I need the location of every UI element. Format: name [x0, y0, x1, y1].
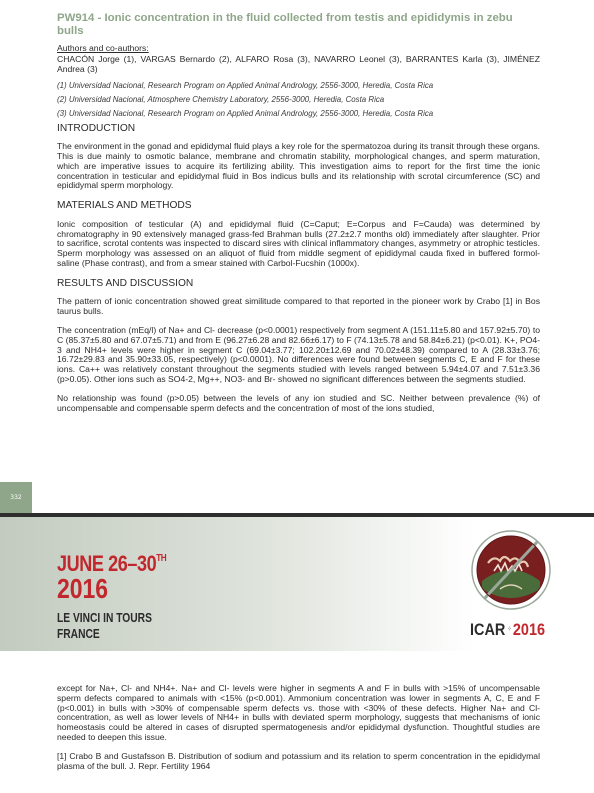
- banner-venue: LE VINCI IN TOURS: [57, 611, 152, 625]
- banner-country: FRANCE: [57, 627, 100, 641]
- methods-text: Ionic composition of testicular (A) and epididymal fluid (C=Caput; E=Corpus and F=Cauda) was determined by chromatography in 90 extensively managed grass-fed Brahman bulls (27.2±2.7 months old) immediately after slaughter. Prior to sacrifice, scrotal contents was inspected to discard sires with clinical inflammatory changes, asymmetry or atrophic testicles. Sperm morphology was assessed on an aliquot of fluid from middle segment of epididymal cauda fixed in buffered formol-saline (Phase contrast), and from a smear stained with Carbol-Fucshin (1000x).: [57, 218, 540, 269]
- affiliation-3: (3) Universidad Nacional, Research Program on Applied Animal Andrology, 2556-3000, Heredia, Costa Rica: [57, 108, 434, 118]
- conference-banner: [0, 517, 594, 651]
- results-paragraph-3: No relationship was found (p>0.05) between the levels of any ion studied and SC. Neither between prevalence (%) of uncompensable and compensable sperm defects and the concentration of most of the ions studied,: [57, 392, 540, 413]
- banner-year: 2016: [57, 573, 109, 604]
- page-number: 332: [10, 494, 22, 501]
- banner-date: [57, 553, 166, 575]
- authors-heading: Authors and co-authors:: [57, 43, 149, 54]
- banner-date-main: JUNE 26–30: [57, 551, 157, 576]
- results-heading: RESULTS AND DISCUSSION: [57, 277, 194, 289]
- abstract-continuation: [57, 684, 540, 780]
- logo-year: 2016: [512, 620, 546, 639]
- reference-1: [1] Crabo B and Gustafsson B. Distribution of sodium and potassium and its relation to sperm concentration in the epididymal plasma of the bull. J. Repr. Fertility 1964: [57, 750, 540, 771]
- author-list: CHACÓN Jorge (1), VARGAS Bernardo (2), ALFARO Rosa (3), NAVARRO Leonel (3), BARRANTES Karla (3), JIMÉNEZ Andrea (3): [57, 54, 540, 74]
- affiliation-1: (1) Universidad Nacional, Research Program on Applied Animal Andrology, 2556-3000, Heredia, Costa Rica: [57, 80, 434, 90]
- icar-globe-icon: [470, 529, 552, 611]
- icar-logo-wordmark: [470, 621, 545, 638]
- results-paragraph-4: except for Na+, Cl- and NH4+. Na+ and Cl- levels were higher in segments A and F in bulls with >15% of uncompensable sperm defects compared to animals with <15% (p<0.001). Ammonium concentration was lower in segments A, C, E and F (p<0.001) in bulls with >30% of compensable sperm defects vs. those with <30% of these defects. Higher Na+ and Cl- concentration, as well as lower levels of NH4+ in bulls with deviated sperm morphology, suggests that mechanisms of ionic homeostasis could be altered in cases of disrupted spermatogenesis and/or epididymal dysfunction. Thoughtful studies are needed to deepen this issue.: [57, 683, 540, 742]
- logo-dots-icon: ⁘: [507, 626, 512, 633]
- banner-date-suffix: TH: [156, 553, 167, 564]
- results-paragraph-2: The concentration (mEq/l) of Na+ and Cl- decrease (p<0.0001) respectively from segment A (151.11±5.80 and 157.92±5.70) to C (85.37±5.80 and 67.07±5.71) and from E (96.27±6.28 and 82.66±6.17) to F (74.13±5.78 and 58.84±6.21) (p<0.01). K+, PO4-3 and NH4+ levels were higher in segment C (69.04±3.77; 102.20±12.69 and 70.02±48.39) compared to A (28.33±3.76; 16.72±29.83 and 35.90±33.05, respectively) (p<0.0001). No differences were found between segments C, E and F for these ions. Ca++ was relatively constant throughout the segments studied with levels ranged between 5.94±4.07 and 7.51±3.36 (p>0.05). Other ions such as SO4-2, Mg++, NO3- and Br- showed no significant differences between the segments studied.: [57, 325, 540, 385]
- page-number-tab: [0, 482, 32, 513]
- results-paragraph-1: The pattern of ionic concentration showed great similitude compared to that reported in the pioneer work by Crabo [1] in Bos taurus bulls.: [57, 296, 540, 317]
- methods-heading: MATERIALS AND METHODS: [57, 200, 192, 212]
- affiliation-2: (2) Universidad Nacional, Atmosphere Chemistry Laboratory, 2556-3000, Heredia, Costa Rica: [57, 94, 385, 104]
- introduction-heading: INTRODUCTION: [57, 122, 136, 134]
- logo-acronym: ICAR: [470, 620, 506, 639]
- abstract-title: PW914 - Ionic concentration in the fluid collected from testis and epididymis in zebu bulls: [57, 12, 513, 38]
- abstract-body: [57, 12, 540, 421]
- left-margin: [0, 0, 32, 482]
- introduction-text: The environment in the gonad and epididymal fluid plays a key role for the spermatozoa during its transit through these organs. This is due mainly to osmotic balance, membrane and chromatin stability, morphological changes, and sperm maturation, which are imperative issues to acquire its fertilizing ability. This investigation aims to report for the first time the ionic concentration in testicular and epididymal fluid in Bos indicus bulls and its relationship with scrotal circumference (SC) and epididymal sperm morphology.: [57, 141, 540, 191]
